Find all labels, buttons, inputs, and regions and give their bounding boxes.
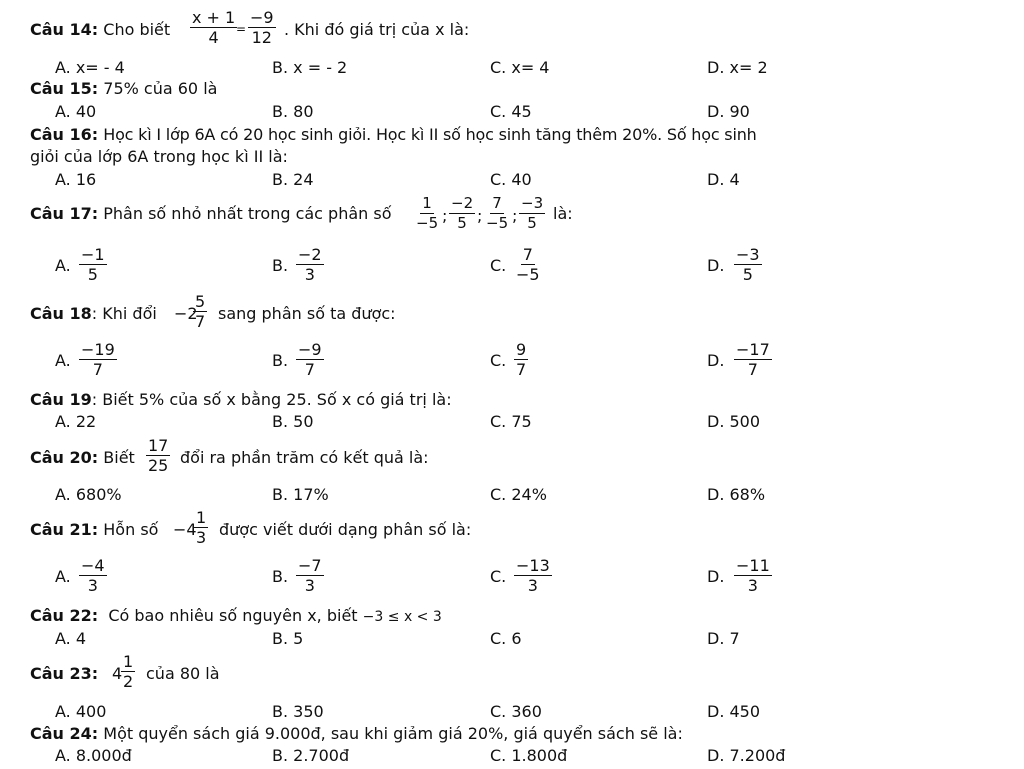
option-c[interactable]: C. 75 — [490, 412, 532, 431]
question-text-tail: được viết dưới dạng phân số là: — [219, 520, 472, 539]
option-b[interactable]: B. x = - 2 — [272, 58, 348, 77]
option-b[interactable]: B. 24 — [272, 170, 314, 189]
option-a-fraction[interactable] — [79, 340, 117, 379]
option-b[interactable]: B. 50 — [272, 412, 314, 431]
option-b[interactable]: B. 350 — [272, 702, 324, 721]
option-d[interactable]: D. x= 2 — [707, 58, 768, 77]
question-number: Câu 14: — [30, 20, 99, 39]
mixed-number-whole: −2 — [174, 304, 198, 323]
option-c[interactable]: C. 40 — [490, 170, 532, 189]
fraction — [248, 8, 276, 47]
option-a[interactable]: A. 680% — [55, 485, 122, 504]
option-a-label[interactable]: A. — [55, 351, 71, 370]
question-number: Câu 20: — [30, 448, 99, 467]
question-17 — [30, 205, 392, 223]
mixed-number-fraction — [193, 292, 207, 331]
option-b[interactable]: B. 2.700đ — [272, 746, 350, 765]
option-a-fraction[interactable] — [79, 245, 107, 284]
question-number: Câu 15: — [30, 79, 99, 98]
numerator: 7 — [492, 194, 502, 212]
option-c[interactable]: C. 1.800đ — [490, 746, 568, 765]
option-d-fraction[interactable] — [734, 556, 772, 595]
fraction — [449, 194, 475, 233]
option-a-fraction[interactable] — [79, 556, 107, 595]
denominator: 25 — [148, 456, 169, 475]
condition: −3 ≤ x < 3 — [362, 609, 442, 625]
question-number: Câu 21: — [30, 520, 99, 539]
numerator: 1 — [422, 194, 432, 212]
option-a[interactable]: A. 16 — [55, 170, 97, 189]
question-text: 75% của 60 là — [103, 79, 218, 98]
option-c[interactable]: C. 6 — [490, 629, 522, 648]
question-22 — [30, 607, 442, 626]
question-number: Câu 22: — [30, 606, 99, 625]
question-18 — [30, 305, 157, 323]
option-b-label[interactable]: B. — [272, 256, 289, 275]
option-d-label[interactable]: D. — [707, 351, 725, 370]
numerator: −19 — [81, 340, 115, 359]
option-c-fraction[interactable] — [514, 340, 528, 379]
option-c[interactable]: C. 360 — [490, 702, 542, 721]
option-a-label[interactable]: A. — [55, 256, 71, 275]
numerator: 5 — [195, 292, 206, 311]
numerator: 1 — [196, 508, 207, 527]
option-a-label[interactable]: A. — [55, 567, 71, 586]
question-15 — [30, 80, 217, 98]
denominator: 3 — [527, 576, 538, 595]
denominator: 5 — [527, 214, 537, 232]
question-number: Câu 23: — [30, 664, 99, 683]
denominator: 7 — [195, 312, 206, 331]
question-number: Câu 16: — [30, 125, 99, 144]
option-a[interactable]: A. 40 — [55, 102, 97, 121]
question-text: Biết — [103, 448, 135, 467]
denominator: 7 — [304, 360, 315, 379]
numerator: −11 — [736, 556, 770, 575]
denominator: 3 — [304, 576, 315, 595]
separator: ; — [512, 206, 518, 225]
option-d[interactable]: D. 4 — [707, 170, 740, 189]
numerator: x + 1 — [192, 8, 236, 27]
question-text: Phân số nhỏ nhất trong các phân số — [103, 204, 392, 223]
numerator: −7 — [298, 556, 322, 575]
option-d-label[interactable]: D. — [707, 567, 725, 586]
question-text-line2: giỏi của lớp 6A trong học kì II là: — [30, 147, 288, 166]
question-text-tail: đổi ra phần trăm có kết quả là: — [180, 448, 429, 467]
numerator: −2 — [298, 245, 322, 264]
question-16 — [30, 126, 757, 144]
option-a[interactable]: A. 4 — [55, 629, 87, 648]
question-text-tail: sang phân số ta được: — [218, 304, 396, 323]
option-a[interactable]: A. x= - 4 — [55, 58, 125, 77]
option-d-fraction[interactable] — [734, 245, 762, 284]
numerator: −4 — [81, 556, 105, 575]
option-b-fraction[interactable] — [296, 340, 324, 379]
option-b[interactable]: B. 17% — [272, 485, 329, 504]
mixed-number-whole: 4 — [112, 664, 123, 683]
question-number: Câu 17: — [30, 204, 99, 223]
denominator: −5 — [516, 265, 540, 284]
question-number: Câu 19 — [30, 390, 92, 409]
option-c[interactable]: C. 45 — [490, 102, 532, 121]
question-text-tail: của 80 là — [146, 664, 220, 683]
numerator: −13 — [516, 556, 550, 575]
question-text: Khi đổi — [102, 304, 157, 323]
option-c-label[interactable]: C. — [490, 567, 507, 586]
question-text-tail: . Khi đó giá trị của x là: — [284, 20, 470, 39]
fraction — [414, 194, 440, 233]
fraction — [484, 194, 510, 233]
numerator: 9 — [516, 340, 527, 359]
mixed-number-fraction — [121, 652, 135, 691]
question-text-tail: là: — [553, 204, 573, 223]
numerator: −1 — [81, 245, 105, 264]
numerator: 17 — [148, 436, 169, 455]
question-20 — [30, 449, 135, 467]
option-d[interactable]: D. 7 — [707, 629, 740, 648]
denominator: 4 — [208, 28, 219, 47]
option-b-label[interactable]: B. — [272, 351, 289, 370]
option-b-fraction[interactable] — [296, 245, 324, 284]
option-b-label[interactable]: B. — [272, 567, 289, 586]
option-a[interactable]: A. 8.000đ — [55, 746, 132, 765]
question-21 — [30, 521, 158, 539]
denominator: 5 — [742, 265, 753, 284]
option-b-fraction[interactable] — [296, 556, 324, 595]
numerator: 7 — [522, 245, 533, 264]
option-a[interactable]: A. 22 — [55, 412, 97, 431]
numerator: −17 — [736, 340, 770, 359]
question-24 — [30, 725, 683, 743]
numerator: −3 — [521, 194, 544, 212]
option-a[interactable]: A. 400 — [55, 702, 107, 721]
denominator: 2 — [123, 672, 134, 691]
denominator: 3 — [196, 528, 207, 547]
numerator: 1 — [123, 652, 134, 671]
option-d[interactable]: D. 68% — [707, 485, 766, 504]
option-d[interactable]: D. 7.200đ — [707, 746, 786, 765]
option-c-fraction[interactable] — [514, 556, 552, 595]
equals-sign: = — [236, 22, 247, 36]
fraction — [190, 8, 237, 47]
numerator: −9 — [298, 340, 322, 359]
denominator: 7 — [92, 360, 103, 379]
denominator: −5 — [486, 214, 509, 232]
denominator: 5 — [457, 214, 467, 232]
separator: ; — [442, 206, 448, 225]
separator: ; — [477, 206, 483, 225]
question-14 — [30, 21, 170, 39]
question-text: Hỗn số — [103, 520, 159, 539]
denominator: 7 — [747, 360, 758, 379]
question-number: Câu 24: — [30, 724, 99, 743]
question-text: Cho biết — [103, 20, 171, 39]
denominator: 3 — [747, 576, 758, 595]
option-d[interactable]: D. 500 — [707, 412, 761, 431]
denominator: 12 — [251, 28, 272, 47]
denominator: 5 — [87, 265, 98, 284]
question-19 — [30, 391, 452, 409]
option-d[interactable]: D. 90 — [707, 102, 750, 121]
option-d-fraction[interactable] — [734, 340, 772, 379]
option-c[interactable]: C. x= 4 — [490, 58, 550, 77]
option-b[interactable]: B. 80 — [272, 102, 314, 121]
mixed-number-whole: −4 — [173, 520, 197, 539]
question-23 — [30, 665, 98, 683]
option-c-label[interactable]: C. — [490, 256, 507, 275]
denominator: −5 — [416, 214, 439, 232]
question-text: Một quyển sách giá 9.000đ, sau khi giảm giá 20%, giá quyển sách sẽ là: — [103, 724, 683, 743]
question-number: Câu 18 — [30, 304, 92, 323]
option-d[interactable]: D. 450 — [707, 702, 761, 721]
colon: : — [91, 304, 98, 323]
option-d-label[interactable]: D. — [707, 256, 725, 275]
option-c-fraction[interactable] — [514, 245, 542, 284]
denominator: 3 — [87, 576, 98, 595]
question-text: : Biết 5% của số x bằng 25. Số x có giá trị là: — [91, 390, 452, 409]
numerator: −2 — [451, 194, 474, 212]
question-text: Có bao nhiêu số nguyên x, biết — [108, 606, 358, 625]
numerator: −9 — [250, 8, 274, 27]
fraction — [146, 436, 170, 475]
fraction — [519, 194, 545, 233]
option-c[interactable]: C. 24% — [490, 485, 547, 504]
option-b[interactable]: B. 5 — [272, 629, 304, 648]
option-c-label[interactable]: C. — [490, 351, 507, 370]
denominator: 7 — [516, 360, 527, 379]
numerator: −3 — [736, 245, 760, 264]
question-text: Học kì I lớp 6A có 20 học sinh giỏi. Học kì II số học sinh tăng thêm 20%. Số học sinh — [103, 125, 757, 144]
mixed-number-fraction — [194, 508, 208, 547]
denominator: 3 — [304, 265, 315, 284]
